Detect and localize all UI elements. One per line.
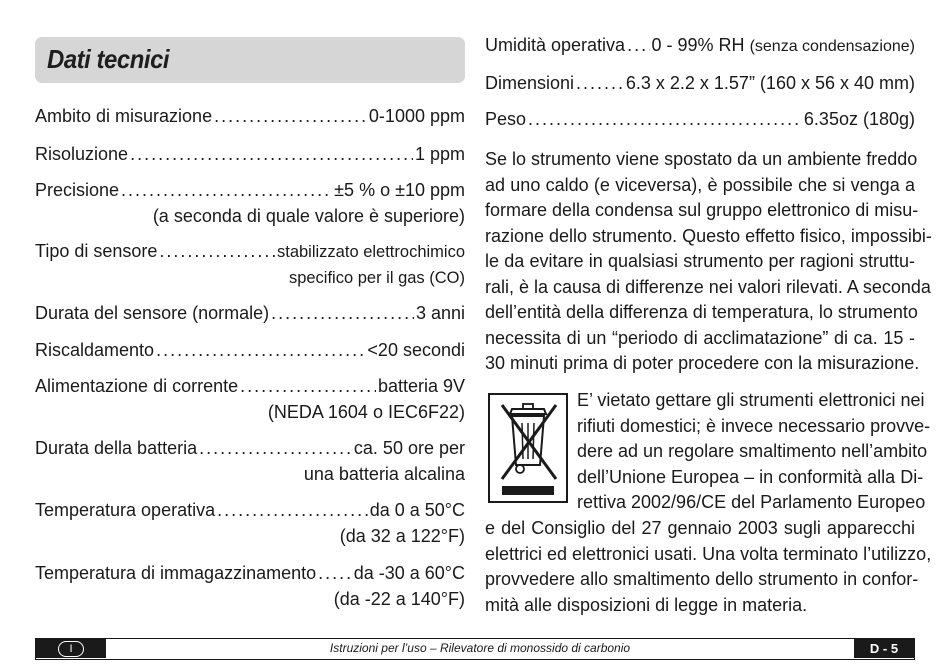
spec-operating-temperature [35, 497, 465, 549]
spec-measuring-range [35, 103, 465, 129]
leader-dots [199, 435, 352, 461]
spec-label: Risoluzione [35, 144, 129, 164]
leader-dots [156, 337, 365, 363]
spec-note: (a seconda di quale valore è superiore) [152, 206, 465, 226]
paragraph-line: E’ vietato gettare gli strumenti elettronici nei [577, 390, 925, 410]
spec-value: batteria 9V [377, 376, 465, 396]
spec-value: 6.3 x 2.2 x 1.57” (160 x 56 x 40 mm) [625, 73, 915, 93]
language-badge: I [58, 641, 84, 657]
spec-label: Tipo di sensore [35, 241, 158, 261]
leader-dots [240, 373, 376, 399]
spec-value: <20 secondi [367, 340, 465, 360]
spec-value: ±5 % o ±10 ppm [334, 180, 465, 200]
spec-value: da 0 a 50°C [369, 500, 465, 520]
spec-label: Dimensioni [485, 73, 575, 93]
spec-value: 3 anni [415, 303, 465, 323]
spec-label: Durata della batteria [35, 438, 198, 458]
spec-value: 0-1000 ppm [368, 106, 465, 126]
leader-dots [627, 32, 649, 58]
leader-dots [576, 70, 624, 96]
paragraph-line: dere ad un regolare smaltimento nell’ambito [577, 441, 928, 461]
spec-value: 0 - 99% RH [651, 35, 745, 55]
spec-weight [485, 106, 915, 132]
spec-note: specifico per il gas (CO) [288, 269, 465, 287]
page-footer [35, 638, 915, 660]
leader-dots [130, 141, 413, 167]
spec-resolution [35, 141, 465, 167]
spec-label: Peso [485, 109, 527, 129]
paragraph-line: necessita di un “periodo di acclimatazione” di ca. 15 - [485, 327, 915, 348]
leader-dots [121, 177, 332, 203]
spec-note: (da -22 a 140°F) [333, 589, 465, 609]
spec-operating-humidity [485, 32, 915, 60]
spec-value: stabilizzato elettrochimico [277, 243, 465, 261]
spec-power-supply [35, 373, 465, 425]
spec-storage-temperature [35, 560, 465, 612]
paragraph-line: e del Consiglio del 27 gennaio 2003 sugli apparecchi [485, 518, 915, 538]
spec-value: da -30 a 60°C [353, 563, 465, 583]
spec-note: (da 32 a 122°F) [339, 526, 465, 546]
spec-sensor-type [35, 238, 465, 291]
spec-sensor-life [35, 300, 465, 326]
paragraph-line: rettiva 2002/96/CE del Parlamento Europeo [577, 492, 926, 512]
spec-label: Temperatura di immagazzinamento [35, 563, 317, 583]
paragraph-line: 30 minuti prima di poter procedere con la misurazione. [485, 353, 920, 373]
spec-label: Riscaldamento [35, 340, 155, 360]
section-title: Dati tecnici [47, 44, 170, 74]
spec-battery-life [35, 435, 465, 487]
spec-accuracy [35, 177, 465, 229]
paragraph-line: formare della condensa sul gruppo elettronico di misu- [485, 200, 919, 220]
leader-dots [214, 103, 367, 129]
spec-note: una batteria alcalina [303, 464, 465, 484]
spec-note: (NEDA 1604 o IEC6F22) [267, 402, 465, 422]
spec-value: 6.35oz (180g) [803, 109, 915, 129]
spec-value: ca. 50 ore per [353, 438, 465, 458]
footer-language-block [36, 639, 106, 658]
spec-value: 1 ppm [414, 144, 465, 164]
paragraph-line: mità alle disposizioni di legge in materia. [485, 594, 808, 615]
spec-dimensions [485, 70, 915, 96]
leader-dots [318, 560, 352, 586]
paragraph-line: rali, è la causa di differenze nei valori rilevati. A seconda [485, 276, 931, 297]
spec-label: Umidità operativa [485, 35, 626, 55]
leader-dots [271, 300, 414, 326]
weee-paragraph [577, 388, 931, 516]
paragraph-line: elettrici ed elettronici usati. Una volta terminato l’utilizzo, [485, 543, 932, 564]
paragraph-line: dell’Unione Europea – in conformità alla Di- [577, 466, 924, 487]
spec-label: Durata del sensore (normale) [35, 303, 270, 323]
condensation-paragraph [485, 147, 932, 377]
paragraph-line: rifiuti domestici; è invece necessario provve- [577, 415, 931, 436]
paragraph-line: razione dello strumento. Questo effetto fisico, impossibi- [485, 225, 932, 246]
spec-label: Ambito di misurazione [35, 106, 213, 126]
spec-label: Precisione [35, 180, 120, 200]
page-number: D - 5 [854, 639, 914, 658]
leader-dots [528, 106, 802, 132]
leader-dots [159, 238, 275, 264]
footer-title: Istruzioni per l’uso – Rilevatore di monossido di carbonio [329, 641, 631, 655]
crossed-out-wheelie-bin-icon [488, 393, 568, 503]
paragraph-line: dell’entità della differenza di temperatura, lo strumento [485, 302, 918, 322]
section-header [35, 37, 465, 83]
paragraph-line: ad uno caldo (e viceversa), è possibile che si venga a [485, 174, 915, 195]
spec-label: Temperatura operativa [35, 500, 216, 520]
spec-label: Alimentazione di corrente [35, 376, 239, 396]
paragraph-line: le da evitare in qualsiasi strumento per ragioni struttu- [485, 251, 915, 271]
weee-paragraph-continued [485, 516, 932, 618]
paragraph-line: Se lo strumento viene spostato da un ambiente freddo [485, 149, 918, 169]
leader-dots [217, 497, 368, 523]
paragraph-line: provvedere allo smaltimento dello strumento in confor- [485, 569, 919, 589]
spec-warmup [35, 337, 465, 363]
spec-value-extra: (senza condensazione) [749, 38, 915, 55]
